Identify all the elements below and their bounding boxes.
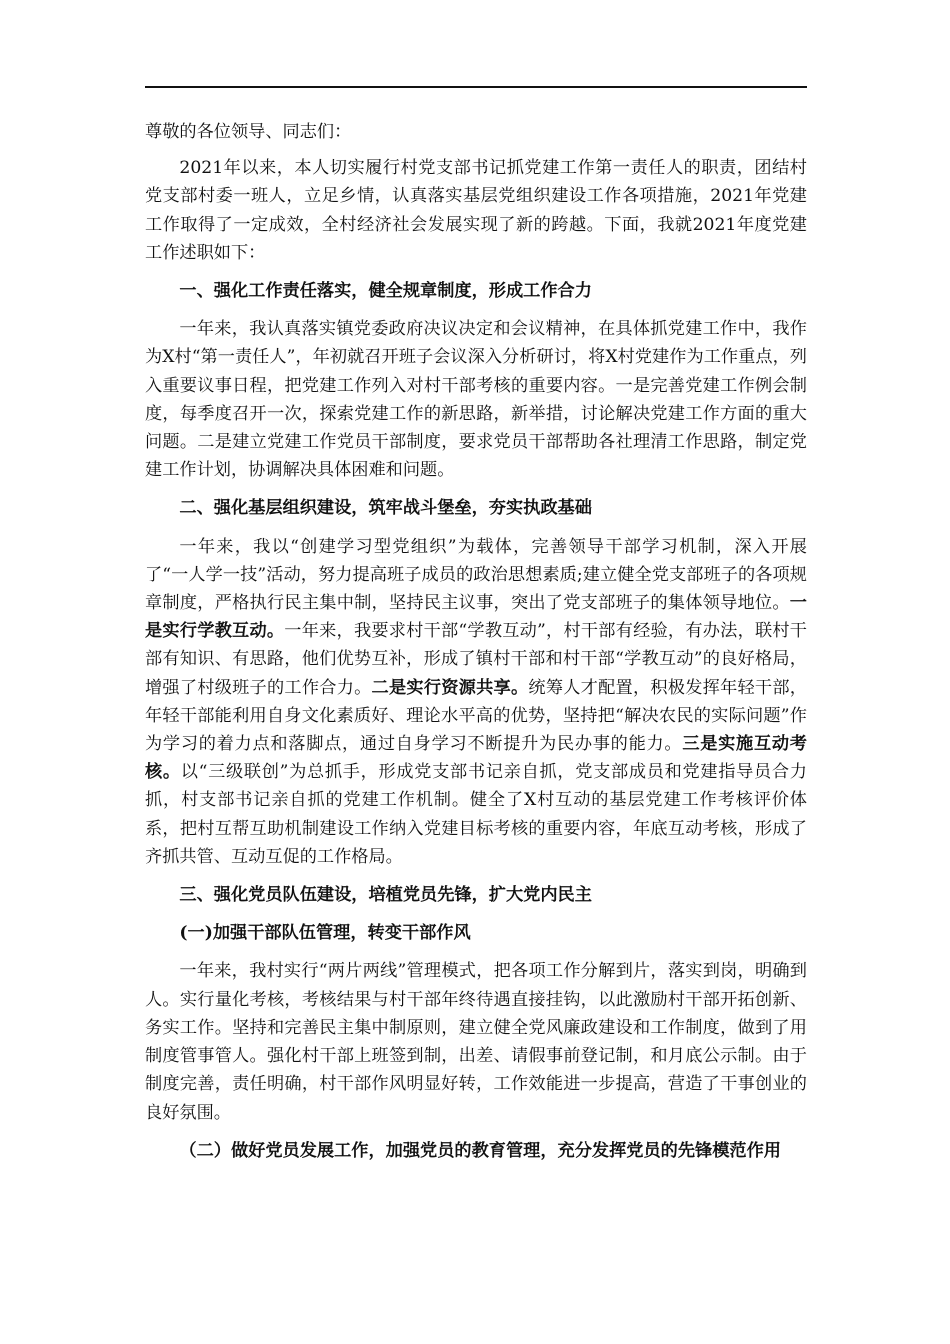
section3-heading: 三、强化党员队伍建设，培植党员先锋，扩大党内民主	[179, 885, 592, 906]
header-rule	[145, 86, 807, 88]
section2-body	[145, 533, 807, 871]
section2-text-2: 一年来，我要求村干部“学教互动”，村干部有经验，有办法，联村干部有知识、有思路，他们优势互补，形成了镇村干部和村干部“学教互动”的良好格局，增强了村级班子的工作合力。	[145, 621, 807, 698]
section2-text-1: 一年来，我以“创建学习型党组织”为载体，完善领导干部学习机制，深入开展了“一人学一技”活动，努力提高班子成员的政治思想素质;建立健全党支部班子的各项规章制度，严格执行民主集中制，坚持民主议事，突出了党支部班子的集体领导地位。	[145, 536, 807, 614]
document-body	[145, 118, 807, 1165]
section2-bold-2: 二是实行资源共享。	[371, 677, 529, 698]
section3-sub1-heading: (一)加强干部队伍管理，转变干部作风	[179, 923, 471, 944]
intro-paragraph: 2021年以来，本人切实履行村党支部书记抓党建工作第一责任人的职责，团结村党支部村委一班人，立足乡情，认真落实基层党组织建设工作各项措施，2021年党建工作取得了一定成效，全村经济社会发展实现了新的跨越。下面，我就2021年度党建工作述职如下：	[145, 158, 807, 263]
section2-heading: 二、强化基层组织建设，筑牢战斗堡垒，夯实执政基础	[179, 498, 592, 519]
section2-bold-1: 一是实行学教互动。	[145, 593, 807, 642]
section2-text-4: 以“三级联创”为总抓手，形成党支部书记亲自抓，党支部成员和党建指导员合力抓，村支部书记亲自抓的党建工作机制。健全了X村互动的基层党建工作考核评价体系，把村互帮互助机制建设工作纳入党建目标考核的重要内容，年底互动考核，形成了齐抓共管、互动互促的工作格局。	[145, 762, 807, 867]
salutation: 尊敬的各位领导、同志们：	[145, 122, 352, 142]
section3-sub1-body: 一年来，我村实行“两片两线”管理模式，把各项工作分解到片，落实到岗，明确到人。实行量化考核，考核结果与村干部年终待遇直接挂钩，以此激励村干部开拓创新、务实工作。坚持和完善民主集中制原则，建立健全党风廉政建设和工作制度，做到了用制度管事管人。强化村干部上班签到制，出差、请假事前登记制，和月底公示制。由于制度完善，责任明确，村干部作风明显好转，工作效能进一步提高，营造了干事创业的良好氛围。	[145, 961, 807, 1123]
section2-text-3: 统筹人才配置，积极发挥年轻干部，年轻干部能利用自身文化素质好、理论水平高的优势，坚持把“解决农民的实际问题”作为学习的着力点和落脚点，通过自身学习不断提升为民办事的能力。	[145, 677, 807, 755]
section1-heading: 一、强化工作责任落实，健全规章制度，形成工作合力	[179, 281, 592, 302]
section3-sub2-heading: （二）做好党员发展工作，加强党员的教育管理，充分发挥党员的先锋模范作用	[179, 1140, 781, 1161]
section1-body: 一年来，我认真落实镇党委政府决议决定和会议精神，在具体抓党建工作中，我作为X村“第一责任人”，年初就召开班子会议深入分析研讨，将X村党建作为工作重点，列入重要议事日程，把党建工作列入对村干部考核的重要内容。一是完善党建工作例会制度，每季度召开一次，探索党建工作的新思路，新举措，讨论解决党建工作方面的重大问题。二是建立党建工作党员干部制度，要求党员干部帮助各社理清工作思路，制定党建工作计划，协调解决具体困难和问题。	[145, 319, 807, 481]
section2-bold-3: 三是实施互动考核。	[145, 734, 807, 783]
